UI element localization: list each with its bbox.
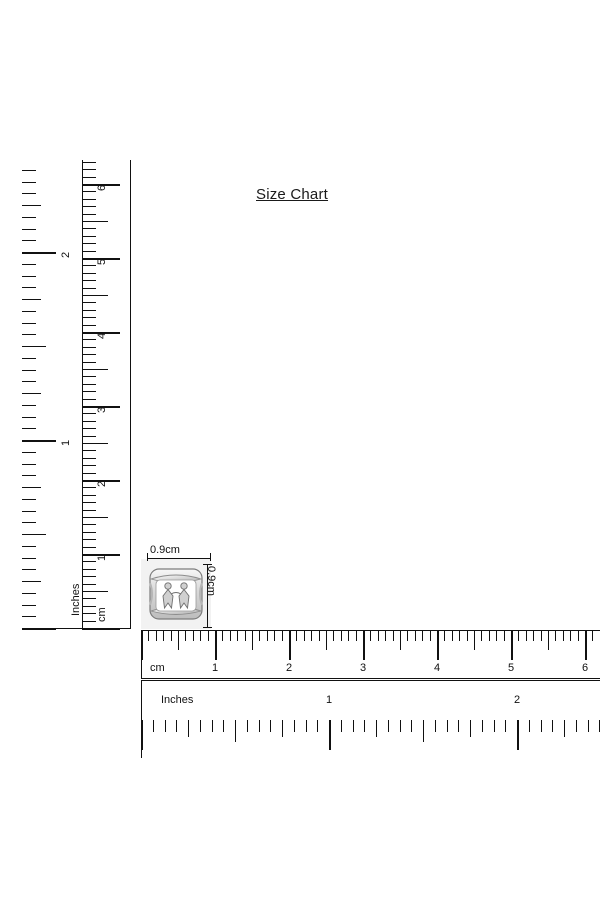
cm-horizontal-tick bbox=[148, 630, 149, 641]
cm-vertical-tick bbox=[82, 236, 96, 237]
inches-tick bbox=[22, 287, 36, 288]
inches-tick bbox=[22, 299, 41, 300]
cm-horizontal-tick bbox=[304, 630, 305, 641]
cm-horizontal-tick bbox=[585, 630, 587, 660]
inches-tick bbox=[22, 417, 36, 418]
cm-vertical-tick bbox=[82, 413, 96, 414]
cm-horizontal-tick bbox=[363, 630, 365, 660]
cm-vertical-tick bbox=[82, 191, 96, 192]
inches-vertical-unit-label: Inches bbox=[70, 583, 82, 616]
inches-tick bbox=[22, 334, 36, 335]
cm-horizontal-tick bbox=[222, 630, 223, 641]
cm-vertical-label: 1 bbox=[96, 554, 108, 561]
inches-horizontal-tick bbox=[200, 720, 201, 732]
cm-vertical-tick bbox=[82, 347, 96, 348]
cm-horizontal-bottom-line bbox=[141, 678, 600, 679]
inches-horizontal-label: 1 bbox=[326, 694, 333, 706]
cm-horizontal-tick bbox=[452, 630, 453, 641]
inches-horizontal-tick bbox=[165, 720, 166, 732]
cm-horizontal-tick bbox=[193, 630, 194, 641]
cm-vertical-tick bbox=[82, 517, 108, 518]
cm-horizontal-tick bbox=[467, 630, 468, 641]
cm-horizontal-tick bbox=[141, 630, 143, 660]
cm-vertical-tick bbox=[82, 421, 96, 422]
cm-vertical-tick bbox=[82, 561, 96, 562]
inches-horizontal-unit-label: Inches bbox=[161, 694, 194, 706]
cm-horizontal-tick bbox=[444, 630, 445, 641]
cm-vertical-tick bbox=[82, 362, 96, 363]
cm-horizontal-tick bbox=[319, 630, 320, 641]
inches-tick bbox=[22, 193, 36, 194]
cm-vertical-tick bbox=[82, 339, 96, 340]
cm-vertical-tick bbox=[82, 206, 96, 207]
inches-tick bbox=[22, 252, 56, 254]
cm-vertical-tick bbox=[82, 162, 96, 163]
cm-horizontal-tick bbox=[185, 630, 186, 641]
cm-vertical-tick bbox=[82, 177, 96, 178]
inches-tick bbox=[22, 346, 46, 347]
inches-horizontal-tick bbox=[317, 720, 318, 732]
cm-vertical-tick bbox=[82, 251, 96, 252]
cm-vertical-tick bbox=[82, 288, 96, 289]
inches-horizontal-tick bbox=[435, 720, 436, 732]
cm-vertical-tick bbox=[82, 369, 108, 370]
inches-horizontal-tick bbox=[411, 720, 412, 732]
cm-horizontal-tick bbox=[289, 630, 291, 660]
cm-vertical-label: 3 bbox=[96, 406, 108, 413]
inches-horizontal-tick bbox=[400, 720, 401, 732]
cm-horizontal-tick bbox=[171, 630, 172, 641]
inches-tick bbox=[22, 475, 36, 476]
cm-horizontal-tick bbox=[415, 630, 416, 641]
width-line bbox=[147, 558, 211, 559]
cm-vertical-tick bbox=[82, 295, 108, 296]
cm-vertical-tick bbox=[82, 569, 96, 570]
height-dimension bbox=[203, 564, 219, 628]
cm-vertical-tick bbox=[82, 376, 96, 377]
inches-horizontal-tick bbox=[259, 720, 260, 732]
cm-horizontal-tick bbox=[215, 630, 217, 660]
inches-tick bbox=[22, 264, 36, 265]
inches-tick bbox=[22, 428, 36, 429]
inches-horizontal-tick bbox=[294, 720, 295, 732]
cm-horizontal-tick bbox=[578, 630, 579, 641]
cm-horizontal-tick bbox=[430, 630, 431, 641]
cm-vertical-tick bbox=[82, 302, 96, 303]
inches-horizontal-tick bbox=[364, 720, 365, 732]
cm-vertical-tick bbox=[82, 465, 96, 466]
cm-horizontal-tick bbox=[437, 630, 439, 660]
cm-vertical-edge bbox=[82, 160, 83, 629]
cm-horizontal-tick bbox=[348, 630, 349, 641]
cm-vertical-label: 4 bbox=[96, 332, 108, 339]
inches-horizontal-tick bbox=[576, 720, 577, 732]
inches-horizontal-tick bbox=[529, 720, 530, 732]
inches-horizontal-tick bbox=[388, 720, 389, 732]
cm-horizontal-tick bbox=[422, 630, 423, 641]
inches-tick bbox=[22, 569, 36, 570]
cm-vertical-label: 6 bbox=[96, 184, 108, 191]
inches-horizontal-tick bbox=[552, 720, 553, 732]
inches-tick bbox=[22, 487, 41, 488]
cm-horizontal-tick bbox=[400, 630, 401, 650]
cm-horizontal-tick bbox=[459, 630, 460, 641]
inches-horizontal-tick bbox=[482, 720, 483, 732]
inches-horizontal-tick bbox=[588, 720, 589, 732]
inches-horizontal-tick bbox=[541, 720, 542, 732]
cm-horizontal-tick bbox=[370, 630, 371, 641]
cm-vertical-tick bbox=[82, 214, 96, 215]
inches-horizontal-tick bbox=[470, 720, 471, 737]
cm-horizontal-unit-label: cm bbox=[150, 662, 165, 674]
cm-horizontal-tick bbox=[178, 630, 179, 650]
inches-horizontal-tick bbox=[188, 720, 189, 737]
inches-tick bbox=[22, 546, 36, 547]
cm-vertical-tick bbox=[82, 598, 96, 599]
cm-vertical-tick bbox=[82, 428, 96, 429]
inches-vertical-label: 2 bbox=[60, 251, 72, 258]
cm-horizontal-tick bbox=[481, 630, 482, 641]
inches-horizontal-tick bbox=[282, 720, 283, 737]
cm-vertical-unit-label: cm bbox=[96, 607, 108, 622]
cm-vertical-tick bbox=[82, 243, 96, 244]
inches-tick bbox=[22, 499, 36, 500]
cm-horizontal-tick bbox=[555, 630, 556, 641]
inches-vertical-label: 1 bbox=[60, 439, 72, 446]
cm-horizontal-tick bbox=[267, 630, 268, 641]
inches-tick bbox=[22, 616, 36, 617]
inches-tick bbox=[22, 370, 36, 371]
cm-horizontal-tick bbox=[548, 630, 549, 650]
inches-tick bbox=[22, 405, 36, 406]
product-image bbox=[141, 559, 211, 629]
cm-vertical-tick bbox=[82, 325, 96, 326]
inches-tick bbox=[22, 605, 36, 606]
cm-horizontal-tick bbox=[274, 630, 275, 641]
cm-vertical-tick bbox=[82, 584, 96, 585]
inches-horizontal-tick bbox=[176, 720, 177, 732]
cm-horizontal-tick bbox=[311, 630, 312, 641]
inches-horizontal-tick bbox=[458, 720, 459, 732]
cm-vertical-tick bbox=[82, 265, 96, 266]
cm-horizontal-tick bbox=[474, 630, 475, 650]
width-dimension bbox=[147, 544, 211, 561]
inches-horizontal-tick bbox=[212, 720, 213, 732]
cm-horizontal-label: 5 bbox=[508, 662, 515, 674]
cm-horizontal-tick bbox=[333, 630, 334, 641]
inches-tick bbox=[22, 311, 36, 312]
inches-tick bbox=[22, 276, 36, 277]
cm-horizontal-tick bbox=[489, 630, 490, 641]
inches-tick bbox=[22, 534, 46, 535]
inches-horizontal-tick bbox=[329, 720, 331, 750]
cm-vertical-tick bbox=[82, 354, 96, 355]
cm-horizontal-tick bbox=[541, 630, 542, 641]
cm-vertical-edge-right bbox=[130, 160, 131, 629]
cm-vertical-tick bbox=[82, 273, 96, 274]
inches-horizontal-tick bbox=[505, 720, 506, 732]
cm-horizontal-tick bbox=[208, 630, 209, 641]
inches-horizontal-tick bbox=[153, 720, 154, 732]
inches-tick bbox=[22, 440, 56, 442]
cm-vertical-tick bbox=[82, 539, 96, 540]
cm-horizontal-tick bbox=[200, 630, 201, 641]
inches-tick bbox=[22, 558, 36, 559]
inches-tick bbox=[22, 381, 36, 382]
cm-horizontal-tick bbox=[496, 630, 497, 641]
inches-tick bbox=[22, 464, 36, 465]
cm-horizontal-tick bbox=[511, 630, 513, 660]
cm-vertical-tick bbox=[82, 591, 108, 592]
cm-horizontal-tick bbox=[563, 630, 564, 641]
cm-horizontal-tick bbox=[570, 630, 571, 641]
inches-tick bbox=[22, 182, 36, 183]
cm-vertical-tick bbox=[82, 487, 96, 488]
cm-vertical-tick bbox=[82, 228, 96, 229]
cm-horizontal-tick bbox=[378, 630, 379, 641]
cm-horizontal-tick bbox=[237, 630, 238, 641]
inches-horizontal-tick bbox=[376, 720, 377, 737]
inches-horizontal-tick bbox=[447, 720, 448, 732]
cm-vertical-tick bbox=[82, 384, 96, 385]
cm-horizontal-tick bbox=[245, 630, 246, 641]
cm-horizontal-label: 2 bbox=[286, 662, 293, 674]
cm-horizontal-tick bbox=[393, 630, 394, 641]
width-cap-left bbox=[147, 553, 148, 561]
height-label: 0.9cm bbox=[205, 566, 217, 596]
cm-horizontal-tick bbox=[282, 630, 283, 641]
inches-horizontal-tick bbox=[517, 720, 519, 750]
inches-horizontal-tick bbox=[270, 720, 271, 732]
inches-tick bbox=[22, 240, 36, 241]
inches-tick bbox=[22, 511, 36, 512]
inches-tick bbox=[22, 358, 36, 359]
cm-horizontal-tick bbox=[326, 630, 327, 650]
cm-vertical-tick bbox=[82, 510, 96, 511]
cm-horizontal-tick bbox=[259, 630, 260, 641]
inches-horizontal-tick bbox=[235, 720, 236, 742]
cm-horizontal-tick bbox=[518, 630, 519, 641]
cm-vertical-tick bbox=[82, 524, 96, 525]
cm-horizontal-tick bbox=[504, 630, 505, 641]
cm-horizontal-tick bbox=[163, 630, 164, 641]
cm-horizontal-tick bbox=[407, 630, 408, 641]
inches-tick bbox=[22, 170, 36, 171]
cm-vertical-tick bbox=[82, 458, 96, 459]
inches-horizontal-label: 2 bbox=[514, 694, 521, 706]
inches-tick bbox=[22, 393, 41, 394]
cm-horizontal-label: 3 bbox=[360, 662, 367, 674]
inches-tick bbox=[22, 217, 36, 218]
width-cap-right bbox=[210, 553, 211, 561]
cm-vertical-tick bbox=[82, 199, 96, 200]
cm-vertical-tick bbox=[82, 495, 96, 496]
cm-vertical-label: 2 bbox=[96, 480, 108, 487]
page-title: Size Chart bbox=[256, 186, 329, 203]
cm-vertical-tick bbox=[82, 436, 96, 437]
cm-horizontal-tick bbox=[356, 630, 357, 641]
inches-horizontal-tick bbox=[423, 720, 424, 742]
inches-horizontal-tick bbox=[306, 720, 307, 732]
cm-vertical-tick bbox=[82, 628, 120, 630]
inches-horizontal-tick bbox=[494, 720, 495, 732]
cm-horizontal-tick bbox=[592, 630, 593, 641]
cm-vertical-tick bbox=[82, 613, 96, 614]
cm-horizontal-label: 6 bbox=[582, 662, 589, 674]
cm-vertical-tick bbox=[82, 450, 96, 451]
width-label: 0.9cm bbox=[150, 544, 180, 556]
cm-horizontal-tick bbox=[526, 630, 527, 641]
cm-vertical-tick bbox=[82, 621, 96, 622]
cm-vertical-tick bbox=[82, 547, 96, 548]
cm-vertical-tick bbox=[82, 473, 96, 474]
cm-horizontal-tick bbox=[296, 630, 297, 641]
inches-horizontal-tick bbox=[223, 720, 224, 732]
inches-tick bbox=[22, 452, 36, 453]
cm-vertical-tick bbox=[82, 391, 96, 392]
inches-tick bbox=[22, 229, 36, 230]
cm-vertical-tick bbox=[82, 502, 96, 503]
cm-vertical-tick bbox=[82, 532, 96, 533]
cm-horizontal-tick bbox=[252, 630, 253, 650]
cm-vertical-tick bbox=[82, 310, 96, 311]
inches-tick bbox=[22, 628, 56, 630]
inches-horizontal-tick bbox=[341, 720, 342, 732]
inches-horizontal-tick bbox=[247, 720, 248, 732]
inches-tick bbox=[22, 522, 36, 523]
cm-horizontal-label: 1 bbox=[212, 662, 219, 674]
inches-tick bbox=[22, 593, 36, 594]
cm-horizontal-tick bbox=[230, 630, 231, 641]
inches-tick bbox=[22, 323, 36, 324]
cm-vertical-tick bbox=[82, 317, 96, 318]
inches-horizontal-tick bbox=[564, 720, 565, 737]
inches-horizontal-tick bbox=[141, 720, 143, 750]
cm-vertical-tick bbox=[82, 576, 96, 577]
inches-tick bbox=[22, 581, 41, 582]
cm-horizontal-tick bbox=[341, 630, 342, 641]
cm-horizontal-tick bbox=[156, 630, 157, 641]
cm-horizontal-tick bbox=[385, 630, 386, 641]
cm-vertical-tick bbox=[82, 443, 108, 444]
cm-vertical-tick bbox=[82, 399, 96, 400]
inches-horizontal-tick bbox=[353, 720, 354, 732]
cm-horizontal-tick bbox=[533, 630, 534, 641]
cm-horizontal-label: 4 bbox=[434, 662, 441, 674]
cm-vertical-label: 5 bbox=[96, 258, 108, 265]
cm-vertical-tick bbox=[82, 280, 96, 281]
cm-vertical-tick bbox=[82, 169, 96, 170]
cm-vertical-tick bbox=[82, 606, 96, 607]
cm-vertical-tick bbox=[82, 221, 108, 222]
inches-horizontal-top-line bbox=[141, 680, 600, 681]
inches-tick bbox=[22, 205, 41, 206]
